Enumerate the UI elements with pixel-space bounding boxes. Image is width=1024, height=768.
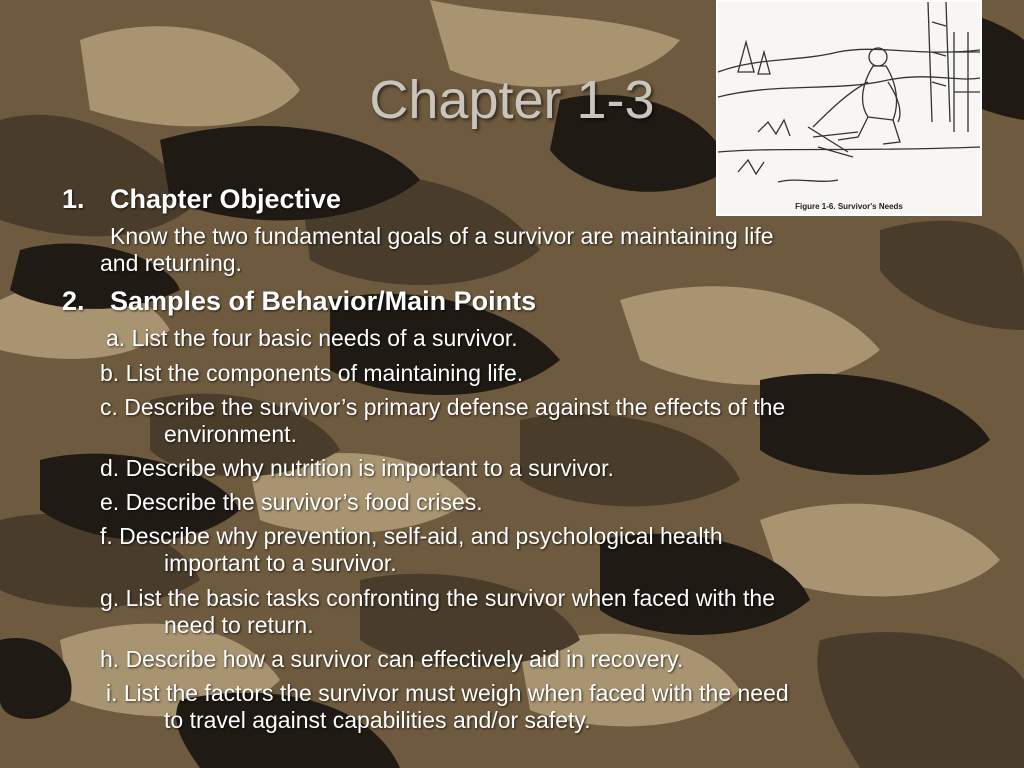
survivor-needs-figure: [716, 0, 982, 216]
list-item-a: a. List the four basic needs of a survivor.: [106, 325, 518, 351]
figure-caption: Figure 1-6. Survivor's Needs: [795, 202, 903, 211]
survivor-illustration: [718, 2, 980, 202]
section-1-number: 1.: [62, 184, 85, 214]
objective-text-line-2: and returning.: [100, 250, 242, 276]
section-1-heading: Chapter Objective: [110, 184, 342, 214]
list-item-f-continued: important to a survivor.: [164, 550, 397, 576]
list-item-g-continued: need to return.: [164, 612, 314, 638]
objective-text-line-1: Know the two fundamental goals of a survivor are maintaining life: [110, 223, 774, 249]
list-item-i: i. List the factors the survivor must weigh when faced with the need: [106, 680, 789, 706]
section-2-heading-row: [62, 286, 537, 316]
section-2-number: 2.: [62, 286, 85, 316]
section-2-heading: Samples of Behavior/Main Points: [110, 286, 537, 316]
slide-title: Chapter 1-3: [369, 70, 655, 130]
list-item-c-continued: environment.: [164, 421, 297, 447]
list-item-c: c. Describe the survivor’s primary defense against the effects of the: [100, 394, 786, 420]
list-item-e: e. Describe the survivor’s food crises.: [100, 489, 483, 515]
section-1-heading-row: [62, 184, 342, 214]
list-item-g: g. List the basic tasks confronting the survivor when faced with the: [100, 585, 776, 611]
list-item-b: b. List the components of maintaining life.: [100, 360, 524, 386]
list-item-f: f. Describe why prevention, self-aid, and psychological health: [100, 523, 723, 549]
list-item-d: d. Describe why nutrition is important to a survivor.: [100, 455, 614, 481]
list-item-i-continued: to travel against capabilities and/or safety.: [164, 707, 591, 733]
list-item-h: h. Describe how a survivor can effectively aid in recovery.: [100, 646, 684, 672]
